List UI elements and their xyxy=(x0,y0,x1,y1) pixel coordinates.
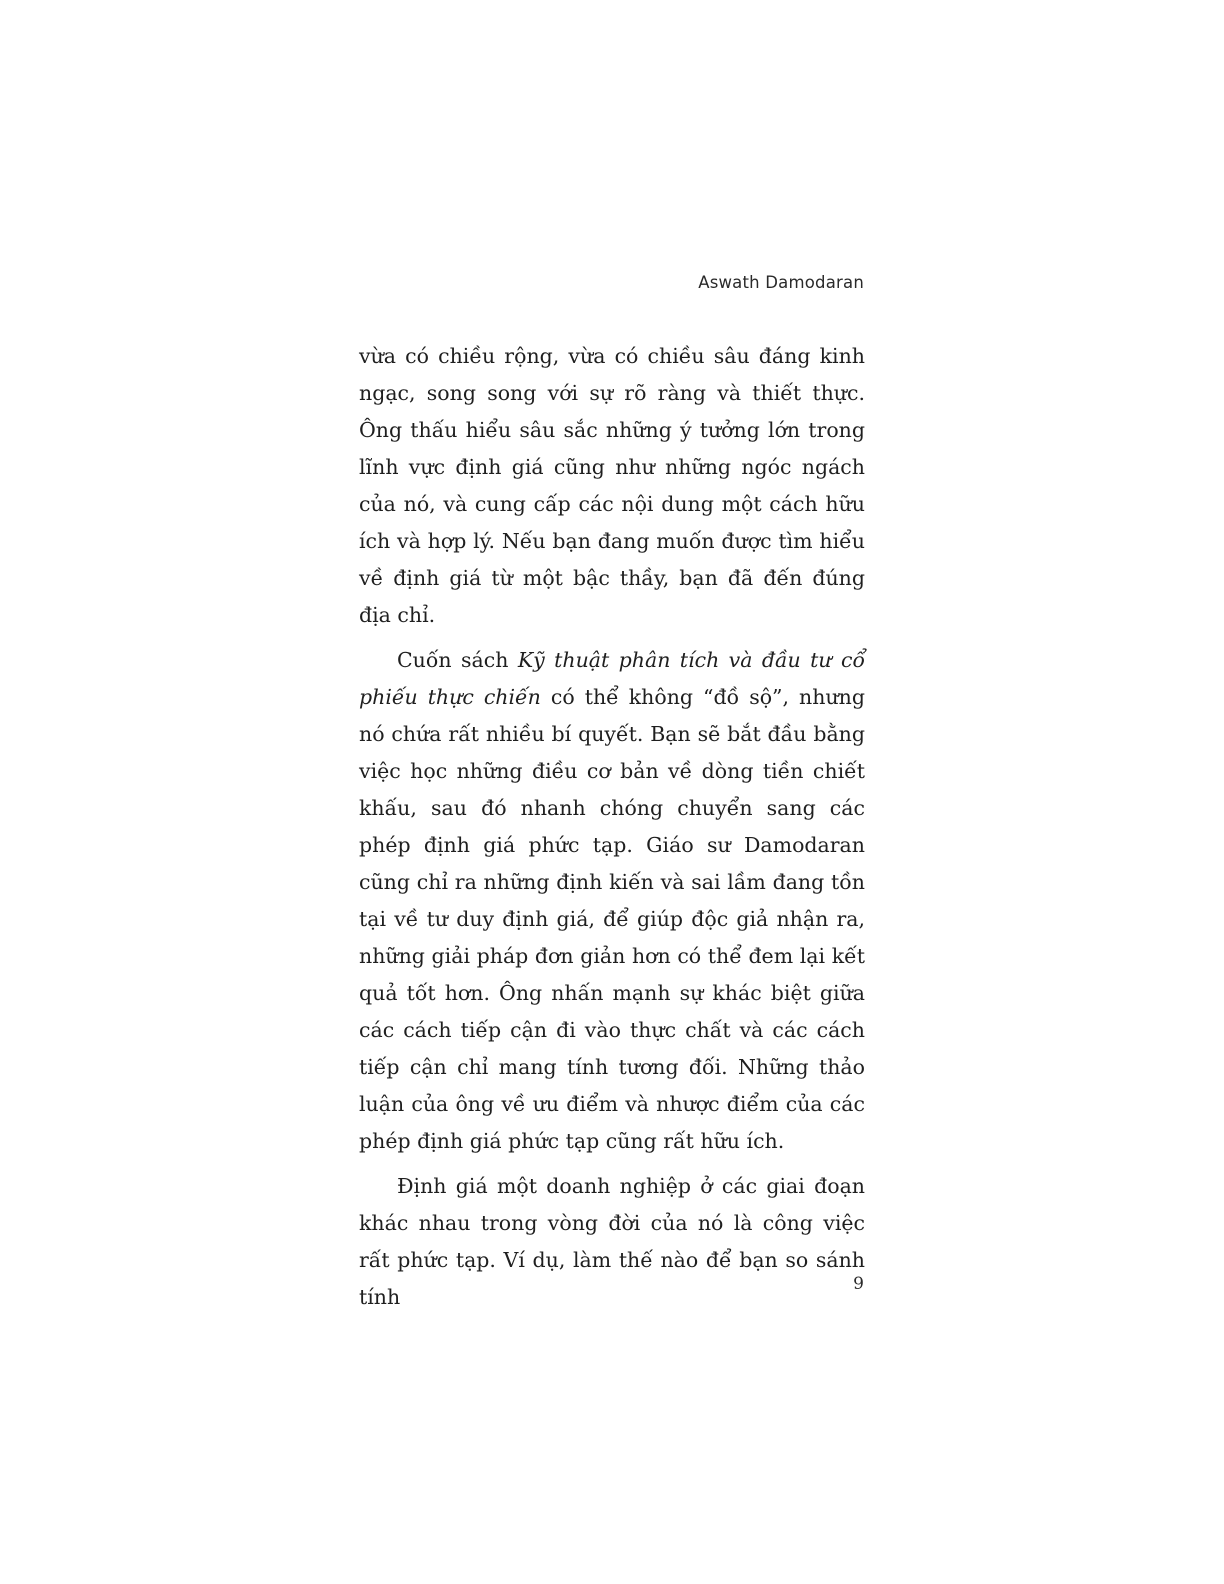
body-text xyxy=(359,338,865,1324)
book-title-italic: Kỹ thuật phân tích và đầu tư cổ phiếu thực chiến xyxy=(359,648,866,709)
running-head-author: Aswath Damodaran xyxy=(698,273,864,292)
page-number: 9 xyxy=(853,1274,864,1294)
paragraph-3: Định giá một doanh nghiệp ở các giai đoạn khác nhau trong vòng đời của nó là công việc rất phức tạp. Ví dụ, làm thế nào để bạn so sánh tính xyxy=(359,1174,865,1309)
paragraph-1: vừa có chiều rộng, vừa có chiều sâu đáng kinh ngạc, song song với sự rõ ràng và thiết thực. Ông thấu hiểu sâu sắc những ý tưởng lớn trong lĩnh vực định giá cũng như những ngóc ngách của nó, và cung cấp các nội dung một cách hữu ích và hợp lý. Nếu bạn đang muốn được tìm hiểu về định giá từ một bậc thầy, bạn đã đến đúng địa chỉ. xyxy=(359,344,865,627)
paragraph-2-rest: có thể không “đồ sộ”, nhưng nó chứa rất nhiều bí quyết. Bạn sẽ bắt đầu bằng việc học những điều cơ bản về dòng tiền chiết khấu, sau đó nhanh chóng chuyển sang các phép định giá phức tạp. Giáo sư Damodaran cũng chỉ ra những định kiến và sai lầm đang tồn tại về tư duy định giá, để giúp độc giả nhận ra, những giải pháp đơn giản hơn có thể đem lại kết quả tốt hơn. Ông nhấn mạnh sự khác biệt giữa các cách tiếp cận đi vào thực chất và các cách tiếp cận chỉ mang tính tương đối. Những thảo luận của ông về ưu điểm và nhược điểm của các phép định giá phức tạp cũng rất hữu ích. xyxy=(359,685,865,1153)
paragraph-2-lead: Cuốn sách xyxy=(397,648,518,672)
paragraph-2 xyxy=(359,642,865,1160)
